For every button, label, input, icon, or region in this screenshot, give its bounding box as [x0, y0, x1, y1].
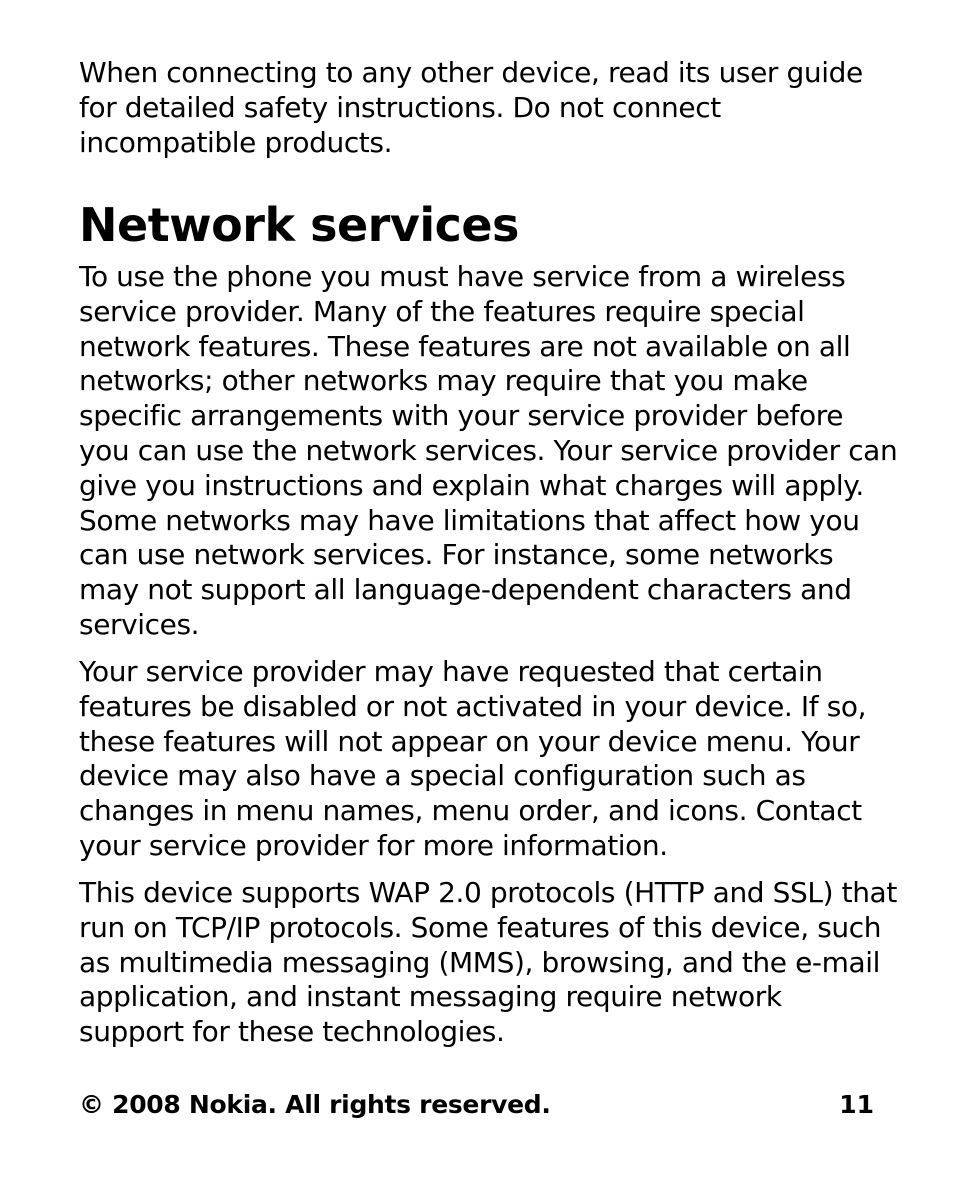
paragraph2-line-3: these features will not appear on your device menu. Your: [79, 724, 860, 758]
paragraph2-line-4: device may also have a special configuration such as: [79, 759, 806, 793]
paragraph2-line-6: your service provider for more information.: [79, 828, 668, 862]
paragraph-disabled-features: [79, 655, 899, 864]
paragraph1-line-7: give you instructions and explain what charges will apply.: [79, 468, 864, 502]
paragraph3-line-4: application, and instant messaging require network: [79, 980, 782, 1014]
paragraph2-line-1: Your service provider may have requested that certain: [79, 655, 823, 688]
paragraph-wap-protocols: [79, 876, 899, 1050]
paragraph1-line-9: can use network services. For instance, some networks: [79, 538, 834, 572]
paragraph1-line-6: you can use the network services. Your service provider can: [79, 433, 898, 467]
paragraph3-line-1: This device supports WAP 2.0 protocols (HTTP and SSL) that: [79, 876, 897, 909]
paragraph1-line-11: services.: [79, 607, 200, 641]
paragraph3-line-5: support for these technologies.: [79, 1015, 505, 1049]
paragraph1-line-5: specific arrangements with your service provider before: [79, 399, 844, 433]
section-heading: Network services: [79, 198, 519, 252]
paragraph2-line-2: features be disabled or not activated in your device. If so,: [79, 689, 867, 723]
intro-line-1: When connecting to any other device, read its user guide: [79, 56, 863, 89]
paragraph1-line-10: may not support all language-dependent characters and: [79, 573, 852, 607]
intro-paragraph: [79, 56, 899, 160]
copyright-notice: © 2008 Nokia. All rights reserved.: [79, 1090, 551, 1119]
paragraph2-line-5: changes in menu names, menu order, and icons. Contact: [79, 794, 862, 828]
paragraph1-line-8: Some networks may have limitations that affect how you: [79, 503, 860, 537]
paragraph3-line-2: run on TCP/IP protocols. Some features of this device, such: [79, 910, 882, 944]
paragraph1-line-2: service provider. Many of the features require special: [79, 294, 805, 328]
paragraph3-line-3: as multimedia messaging (MMS), browsing, and the e-mail: [79, 945, 881, 979]
paragraph-network-requirements: [79, 260, 899, 643]
intro-line-3: incompatible products.: [79, 125, 393, 159]
paragraph1-line-3: network features. These features are not available on all: [79, 329, 851, 363]
intro-line-2: for detailed safety instructions. Do not connect: [79, 90, 721, 124]
page-number: 11: [839, 1090, 874, 1119]
paragraph1-line-1: To use the phone you must have service from a wireless: [79, 260, 846, 293]
paragraph1-line-4: networks; other networks may require that you make: [79, 364, 808, 398]
